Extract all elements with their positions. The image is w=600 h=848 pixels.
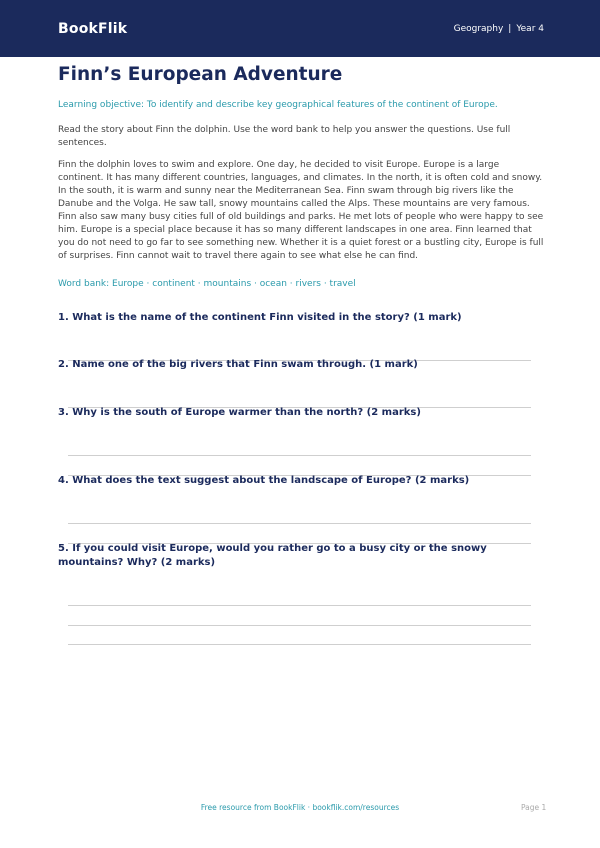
- answer-line[interactable]: [68, 523, 531, 524]
- answer-line[interactable]: [68, 605, 531, 606]
- page-header: [0, 0, 600, 57]
- question-4: 4. What does the text suggest about the landscape of Europe? (2 marks): [58, 475, 470, 486]
- question-5: 5. If you could visit Europe, would you rather go to a busy city or the snowy mountains? Why? (2 marks): [58, 543, 487, 568]
- year-label: Year 4: [516, 23, 544, 34]
- answer-line[interactable]: [68, 644, 531, 645]
- question-1: 1. What is the name of the continent Finn visited in the story? (1 mark): [58, 312, 462, 323]
- question-2: 2. Name one of the big rivers that Finn swam through. (1 mark): [58, 359, 418, 370]
- brand-logo: BookFlik: [58, 20, 128, 37]
- page-number: Page 1: [521, 803, 547, 812]
- answer-line[interactable]: [68, 455, 531, 456]
- header-meta: [454, 24, 544, 34]
- footer-resource-link[interactable]: Free resource from BookFlik · bookflik.com/resources: [200, 803, 400, 812]
- header-separator: |: [508, 23, 512, 34]
- learning-objective: Learning objective: To identify and describe key geographical features of the continent of Europe.: [58, 100, 498, 110]
- question-3: 3. Why is the south of Europe warmer than the north? (2 marks): [58, 407, 421, 418]
- subject-label: Geography: [453, 23, 504, 34]
- word-bank: Word bank: Europe · continent · mountains · ocean · rivers · travel: [58, 279, 356, 289]
- instructions: Read the story about Finn the dolphin. Use the word bank to help you answer the questions. Use full sentences.: [58, 125, 511, 148]
- answer-line[interactable]: [68, 625, 531, 626]
- story-text: Finn the dolphin loves to swim and explore. One day, he decided to visit Europe. Europe is a large continent. It has many different countries, languages, and climates. In the north, it is often cold and snowy. In the south, it is warm and sunny near the Mediterranean Sea. Finn swam through big rivers like the Danube and the Volga. He saw tall, snowy mountains called the Alps. These mountains are very famous. Finn also saw many busy cities full of old buildings and parks. He met lots of people who were happy to see him. Europe is a special place because it has so many different landscapes in one area. Finn learned that you do not need to go far to see something new. Whether it is a quiet forest or a bustling city, Europe is full of surprises. Finn cannot wait to travel there again to see what else he can find.: [58, 160, 544, 261]
- page-title: Finn’s European Adventure: [58, 64, 343, 85]
